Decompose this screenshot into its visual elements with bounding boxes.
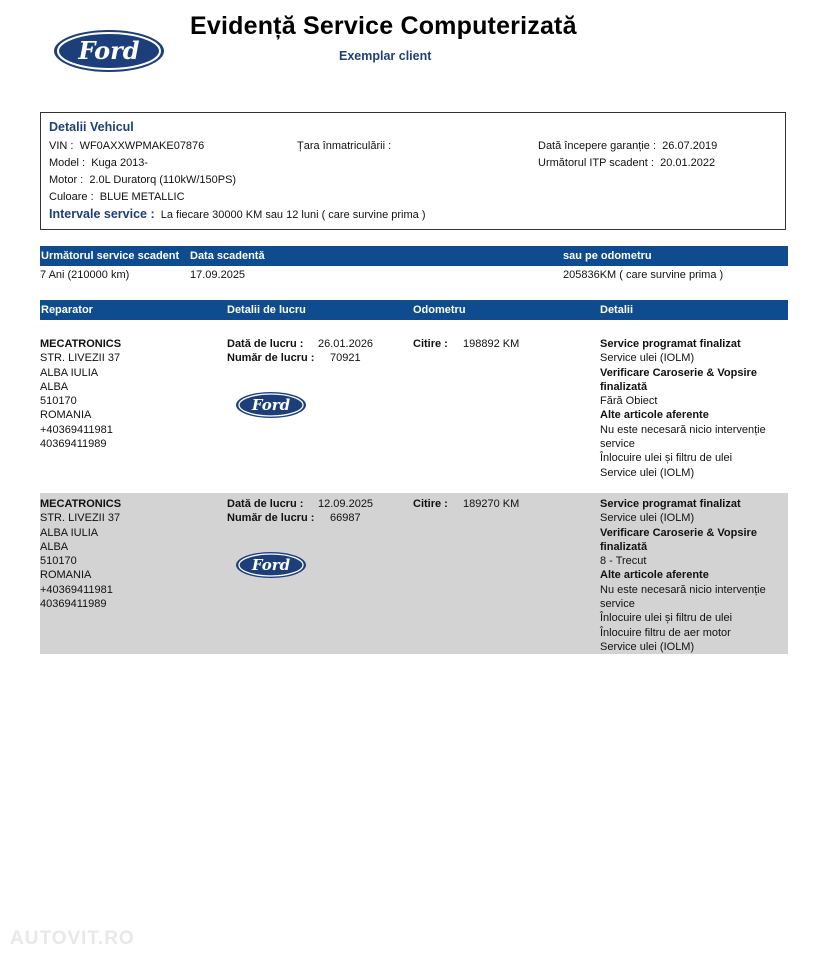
country-label: Țara înmatriculării : xyxy=(297,140,392,152)
service-record xyxy=(40,333,788,483)
repairer-city: ALBA IULIA xyxy=(40,366,99,379)
work-date-value: 26.01.2026 xyxy=(318,338,374,350)
repairer-phone: +40369411981 xyxy=(40,423,113,436)
color-label: Culoare : xyxy=(49,191,94,203)
work-details-col-header: Detalii de lucru xyxy=(227,304,306,316)
ford-logo-text: Ford xyxy=(251,556,291,574)
odometer-due-col-header: sau pe odometru xyxy=(563,250,652,262)
color-field xyxy=(49,191,185,203)
work-number-value: 66987 xyxy=(330,512,361,525)
repairer-address xyxy=(40,337,220,451)
engine-value: 2.0L Duratorq (110kW/150PS) xyxy=(89,174,237,186)
repairer-name: MECATRONICS xyxy=(40,498,122,510)
odometer-reading xyxy=(413,337,593,351)
next-service-header xyxy=(40,246,788,266)
detail-line: Nu este necesară nicio intervenție service xyxy=(600,423,766,451)
next-service-value: 7 Ani (210000 km) xyxy=(40,269,130,281)
detail-line: Verificare Caroserie & Vopsire finalizată xyxy=(600,526,757,553)
work-number-value: 70921 xyxy=(330,352,361,365)
work-date-line xyxy=(227,497,407,511)
repairer-county: ALBA xyxy=(40,380,69,393)
work-details xyxy=(227,337,407,366)
detail-line: Service ulei (IOLM) xyxy=(600,512,695,525)
history-header xyxy=(40,300,788,320)
detail-line: Înlocuire ulei și filtru de ulei xyxy=(600,612,733,625)
interval-value: La fiecare 30000 KM sau 12 luni ( care survine prima ) xyxy=(160,209,426,221)
detail-line: Alte articole aferente xyxy=(600,409,709,422)
warranty-value: 26.07.2019 xyxy=(662,140,718,152)
repairer-address xyxy=(40,497,220,611)
page-title: Evidență Service Computerizată xyxy=(190,12,577,40)
vehicle-details-box xyxy=(40,112,786,230)
country-field xyxy=(297,140,391,152)
work-number-label: Număr de lucru : xyxy=(227,512,315,525)
work-number-line xyxy=(227,351,407,365)
detail-line: Fără Obiect xyxy=(600,395,658,408)
ford-logo xyxy=(53,29,165,73)
service-record xyxy=(40,493,788,654)
work-date-label: Dată de lucru : xyxy=(227,498,304,510)
due-date-value: 17.09.2025 xyxy=(190,269,246,281)
page-subtitle: Exemplar client xyxy=(339,49,432,63)
color-value: BLUE METALLIC xyxy=(99,191,185,203)
itp-value: 20.01.2022 xyxy=(660,157,716,169)
detail-line: Service programat finalizat xyxy=(600,498,741,510)
warranty-label: Dată începere garanție : xyxy=(538,140,657,152)
interval-field xyxy=(49,207,426,221)
odometer-reading xyxy=(413,497,593,511)
vin-label: VIN : xyxy=(49,140,74,152)
detail-line: Înlocuire ulei și filtru de ulei xyxy=(600,452,733,465)
repairer-postcode: 510170 xyxy=(40,555,77,568)
ford-logo xyxy=(235,391,307,419)
engine-label: Motor : xyxy=(49,174,84,186)
detail-line: Alte articole aferente xyxy=(600,569,709,582)
reading-label: Citire : xyxy=(413,498,448,510)
itp-field xyxy=(538,157,715,169)
work-number-line xyxy=(227,511,407,525)
engine-field xyxy=(49,174,236,186)
warranty-field xyxy=(538,140,717,152)
repairer-fax: 40369411989 xyxy=(40,438,107,451)
repairer-name: MECATRONICS xyxy=(40,338,122,350)
detail-line: 8 - Trecut xyxy=(600,555,647,568)
vin-field xyxy=(49,140,204,152)
detail-line: Înlocuire filtru de aer motor xyxy=(600,626,731,639)
due-date-col-header: Data scadentă xyxy=(190,250,265,262)
interval-label: Intervale service : xyxy=(49,207,155,221)
service-details xyxy=(600,337,785,480)
detail-line: Verificare Caroserie & Vopsire finalizată xyxy=(600,366,757,393)
vin-value: WF0AXXWPMAKE07876 xyxy=(79,140,205,152)
model-value: Kuga 2013- xyxy=(91,157,149,169)
detail-line: Nu este necesară nicio intervenție service xyxy=(600,583,766,611)
repairer-phone: +40369411981 xyxy=(40,583,113,596)
repairer-street: STR. LIVEZII 37 xyxy=(40,512,121,525)
work-number-label: Număr de lucru : xyxy=(227,352,315,365)
work-details xyxy=(227,497,407,526)
next-service-col-header: Următorul service scadent xyxy=(41,250,180,262)
ford-logo xyxy=(235,551,307,579)
reading-value: 189270 KM xyxy=(463,498,520,510)
model-label: Model : xyxy=(49,157,86,169)
work-date-line xyxy=(227,337,407,351)
service-details xyxy=(600,497,785,654)
repairer-postcode: 510170 xyxy=(40,395,77,408)
detail-line: Service ulei (IOLM) xyxy=(600,640,695,653)
details-col-header: Detalii xyxy=(600,304,634,316)
repairer-county: ALBA xyxy=(40,540,69,553)
odometer-due-value: 205836KM ( care survine prima ) xyxy=(563,269,724,281)
detail-line: Service ulei (IOLM) xyxy=(600,466,695,479)
work-date-label: Dată de lucru : xyxy=(227,338,304,350)
model-field xyxy=(49,157,148,169)
detail-line: Service programat finalizat xyxy=(600,338,741,350)
detail-line: Service ulei (IOLM) xyxy=(600,352,695,365)
work-date-value: 12.09.2025 xyxy=(318,498,374,510)
repairer-country: ROMANIA xyxy=(40,569,92,582)
repairer-col-header: Reparator xyxy=(41,304,93,316)
watermark: AUTOVIT.RO xyxy=(10,928,135,949)
repairer-country: ROMANIA xyxy=(40,409,92,422)
reading-value: 198892 KM xyxy=(463,338,520,350)
ford-logo-text: Ford xyxy=(78,36,140,65)
repairer-street: STR. LIVEZII 37 xyxy=(40,352,121,365)
reading-label: Citire : xyxy=(413,338,448,350)
repairer-fax: 40369411989 xyxy=(40,598,107,611)
repairer-city: ALBA IULIA xyxy=(40,526,99,539)
odometer-col-header: Odometru xyxy=(413,304,466,316)
ford-logo-text: Ford xyxy=(251,396,291,414)
vehicle-section-title: Detalii Vehicul xyxy=(49,120,134,134)
itp-label: Următorul ITP scadent : xyxy=(538,157,654,169)
